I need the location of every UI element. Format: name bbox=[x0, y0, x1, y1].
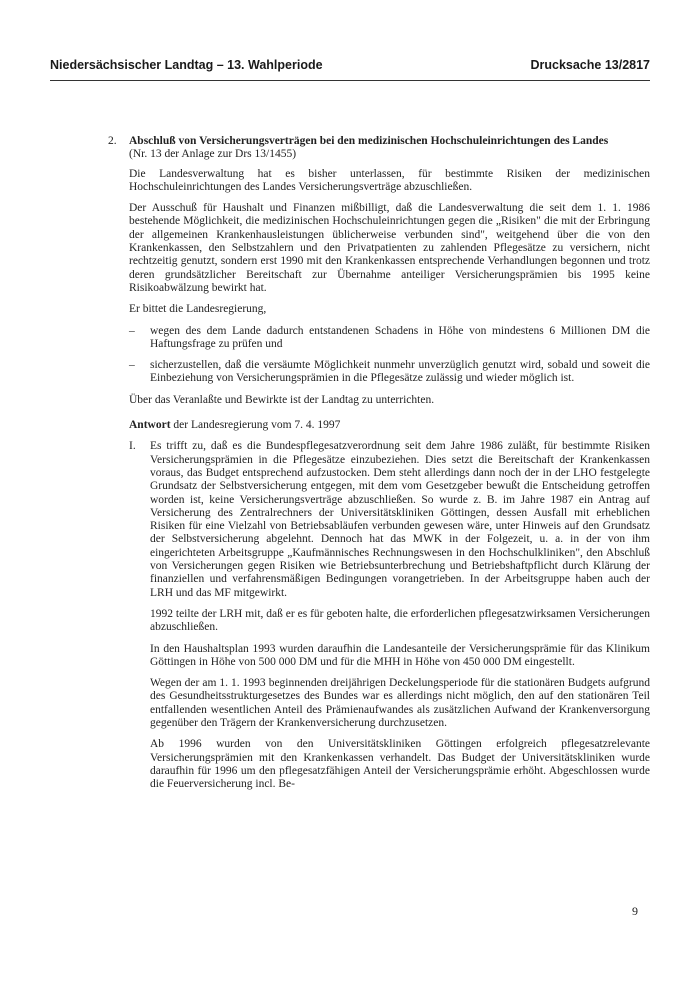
section-2 bbox=[108, 135, 650, 791]
answer-date: der Landesregierung vom 7. 4. 1997 bbox=[170, 419, 341, 432]
page-header bbox=[50, 58, 650, 72]
dash-bullet: – bbox=[129, 359, 135, 372]
paragraph: 1992 teilte der LRH mit, daß er es für geboten halte, die erforderlichen pflegesatzwirksamen Versicherungen abzuschließen. bbox=[150, 607, 650, 634]
section-reference: (Nr. 13 der Anlage zur Drs 13/1455) bbox=[129, 148, 297, 161]
paragraph: Wegen der am 1. 1. 1993 beginnenden dreijährigen Deckelungsperiode für die stationären Budgets aufgrund des Gesundheitsstrukturgesetzes des Bundes war es allerdings nicht möglich, den auf den stationären Teil entfallenden wesentlichen Anteil des Prämienaufwandes als zusätzlichen Aufwand der Krankenversorgung gegenüber den Trägern der Krankenversicherung durchzusetzen. bbox=[150, 677, 650, 729]
list-item: – sicherzustellen, daß die versäumte Möglichkeit nunmehr unverzüglich genutzt wird, sobald und soweit die Einbeziehung von Versicherungsprämien in die Pflegesätze zulässig und wieder möglich ist. bbox=[129, 359, 650, 385]
header-rule bbox=[50, 80, 650, 81]
answer-title bbox=[129, 419, 650, 432]
roman-number: I. bbox=[129, 440, 136, 453]
section-title: Abschluß von Versicherungsverträgen bei den medizinischen Hochschuleinrichtungen des Landes bbox=[129, 135, 609, 147]
page-number: 9 bbox=[632, 904, 638, 918]
closing-paragraph: Über das Veranlaßte und Bewirkte ist der Landtag zu unterrichten. bbox=[129, 393, 435, 406]
paragraph: In den Haushaltsplan 1993 wurden daraufhin die Landesanteile der Versicherungsprämie für das Klinikum Göttingen in Höhe von 500 000 DM und für die MHH in Höhe von 450 000 DM eingestellt. bbox=[150, 642, 650, 668]
paragraph: Es trifft zu, daß es die Bundespflegesatzverordnung seit dem Jahre 1986 zuläßt, für bestimmte Risiken Versicherungsprämien in die Pflegesätze einzubeziehen. Dies setzt die Bereitschaft der Krankenkassen voraus, das Budget entsprechend aufzustocken. Dem steht allerdings dann noch der in der LHO festgelegte Grundsatz der Selbstversicherung entgegen, mit dem vom Gesetzgeber bewußt die Entscheidung getroffen worden ist, keine Versicherungsverträge abzuschließen. So wurde z. B. im Jahre 1987 ein Antrag auf Versicherung des Zentralrechners der Universitätskliniken Göttingen, dessen Ausfall mit erheblichen Risiken für eine Vielzahl von Betriebsabläufen verbunden gewesen wäre, unter Hinweis auf den Grundsatz der Selbstversicherung abgelehnt. Dennoch hat das MWK in der Folgezeit, u. a. in der von ihm eingerichteten Arbeitsgruppe „Kaufmännisches Rechnungswesen in den Hochschulkliniken", den Abschluß von Versicherungen gegen Risiken wie Betriebsunterbrechung und Betriebshaftpflicht durch Klärung der finanziellen und verfahrensmäßigen Bedingungen vorangetrieben. In der Arbeitsgruppe haben auch der LRH und das MF mitgewirkt. bbox=[150, 440, 650, 599]
paragraph: Die Landesverwaltung hat es bisher unterlassen, für bestimmte Risiken der medizinischen Hochschuleinrichtungen des Landes Versicherungsverträge abzuschließen. bbox=[129, 167, 650, 193]
document-body bbox=[108, 135, 650, 799]
header-left: Niedersächsischer Landtag – 13. Wahlperiode bbox=[50, 58, 323, 72]
header-right: Drucksache 13/2817 bbox=[530, 58, 650, 72]
paragraph: Ab 1996 wurden von den Universitätskliniken Göttingen erfolgreich pflegesatzrelevante Versicherungsprämien mit den Krankenkassen verhandelt. Das Budget der Universitätskliniken wurde daraufhin für 1996 um den pflegesatzfähigen Anteil der Versicherungsprämie erhöht. Abgeschlossen wurde die Feuerversicherung incl. Be- bbox=[150, 738, 650, 791]
section-number: 2. bbox=[108, 135, 117, 147]
list-item: – wegen des dem Lande dadurch entstandenen Schadens in Höhe von mindestens 6 Millionen DM die Haftungsfrage zu prüfen und bbox=[129, 324, 650, 350]
answer-part-1 bbox=[129, 440, 650, 791]
paragraph: Er bittet die Landesregierung, bbox=[129, 303, 267, 316]
paragraph: Der Ausschuß für Haushalt und Finanzen mißbilligt, daß die Landesverwaltung die seit dem 1. 1. 1986 bestehende Möglichkeit, die medizinischen Hochschuleinrichtungen gegen die „Risiken" die mit der Erbringung der allgemeinen Krankenhausleistungen üblicherweise verbunden sind", weitgehend über die von den Krankenkassen, den Selbstzahlern und den Privatpatienten zu zahlenden Pflegesätze zu versichern, nicht rechtzeitig genutzt, sondern erst 1990 mit den Krankenkassen entsprechende Verhandlungen begonnen und trotz deren grundsätzlicher Bereitschaft zur Übernahme anteiliger Versicherungsprämien bis 1995 keine Risikoabwälzung bewirkt hat. bbox=[129, 202, 650, 294]
answer-label: Antwort bbox=[129, 419, 171, 432]
dash-bullet: – bbox=[129, 324, 135, 337]
